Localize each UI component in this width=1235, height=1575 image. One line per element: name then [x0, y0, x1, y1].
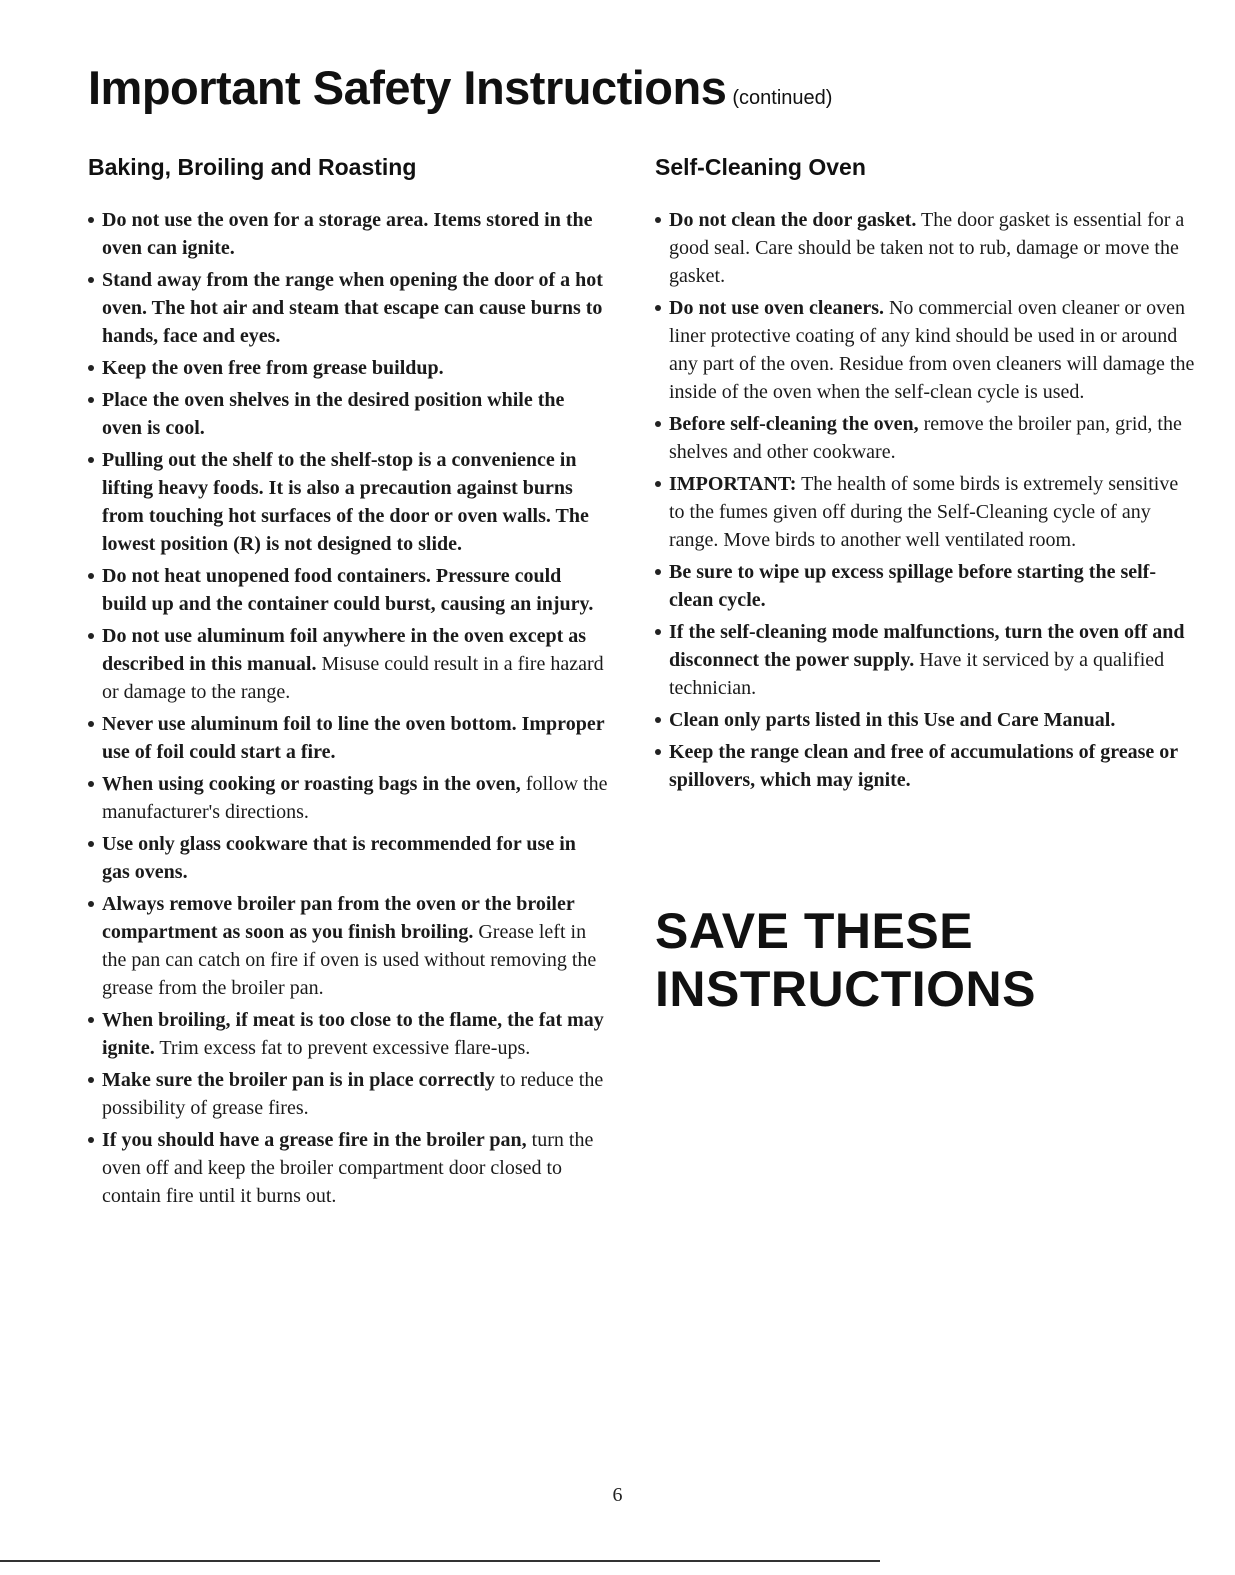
bullet-dot-icon [88, 217, 94, 223]
bullet-dot-icon [88, 781, 94, 787]
instruction-lead: Stand away from the range when opening the door of a hot oven. The hot air and steam that escape can cause burns to hands, face and eyes. [102, 269, 603, 347]
instruction-lead: If the self-cleaning mode malfunctions, turn the oven off and disconnect the power supply. [669, 621, 1185, 671]
instruction-item [655, 738, 1195, 794]
instruction-item [88, 1006, 608, 1062]
instruction-item [88, 622, 608, 706]
section-heading-self-cleaning: Self-Cleaning Oven [655, 154, 866, 180]
instruction-lead: Keep the oven free from grease buildup. [102, 357, 444, 379]
bullet-dot-icon [655, 217, 661, 223]
instruction-item [88, 266, 608, 350]
bullet-dot-icon [655, 481, 661, 487]
instruction-detail: The health of some birds is extremely sensitive to the fumes given off during the Self-Cleaning cycle of any range. Move birds to another well ventilated room. [669, 473, 1179, 551]
instruction-lead: Keep the range clean and free of accumulations of grease or spillovers, which may ignite. [669, 741, 1178, 791]
bullet-dot-icon [88, 277, 94, 283]
save-these-instructions-notice [655, 902, 1036, 1018]
section-heading-baking: Baking, Broiling and Roasting [88, 154, 417, 180]
instruction-item [655, 206, 1195, 290]
instruction-detail: Misuse could result in a fire hazard or damage to the range. [102, 653, 604, 703]
page-title [88, 58, 832, 128]
page-number: 6 [612, 1484, 623, 1506]
instruction-lead: Pulling out the shelf to the shelf-stop is a convenience in lifting heavy foods. It is also a precaution against burns from touching hot surfaces of the door or oven walls. The lowest position (R) is not designed to slide. [102, 449, 589, 555]
bullet-dot-icon [88, 397, 94, 403]
instruction-detail: follow the manufacturer's directions. [102, 773, 608, 823]
instruction-lead: IMPORTANT: [669, 473, 797, 495]
instruction-item [88, 830, 608, 886]
bullet-dot-icon [88, 633, 94, 639]
instruction-lead: Always remove broiler pan from the oven or the broiler compartment as soon as you finish broiling. [102, 893, 575, 943]
instruction-item [88, 386, 608, 442]
instruction-item [655, 470, 1195, 554]
instruction-lead: If you should have a grease fire in the broiler pan, [102, 1129, 527, 1151]
self-cleaning-oven-section [655, 150, 1195, 798]
instruction-lead: Do not use the oven for a storage area. Items stored in the oven can ignite. [102, 209, 593, 259]
instruction-detail: Have it serviced by a qualified technician. [669, 649, 1165, 699]
instruction-lead: Use only glass cookware that is recommended for use in gas ovens. [102, 833, 576, 883]
instruction-detail: No commercial oven cleaner or oven liner protective coating of any kind should be used in or around any part of the oven. Residue from oven cleaners will damage the inside of the oven when the self-clean cycle is used. [669, 297, 1195, 403]
instruction-item [88, 206, 608, 262]
instruction-lead: Do not clean the door gasket. [669, 209, 917, 231]
bullet-dot-icon [655, 749, 661, 755]
bullet-dot-icon [88, 1077, 94, 1083]
bullet-dot-icon [88, 901, 94, 907]
page-title-suffix: (continued) [732, 87, 833, 109]
instruction-detail: to reduce the possibility of grease fires. [102, 1069, 604, 1119]
save-notice-line-2: INSTRUCTIONS [655, 961, 1036, 1017]
instruction-item [88, 562, 608, 618]
instruction-item [655, 294, 1195, 406]
instruction-item [655, 558, 1195, 614]
instruction-lead: Before self-cleaning the oven, [669, 413, 919, 435]
instruction-item [655, 706, 1195, 734]
bullet-dot-icon [655, 629, 661, 635]
instruction-lead: When using cooking or roasting bags in the oven, [102, 773, 521, 795]
bullet-dot-icon [655, 569, 661, 575]
bullet-dot-icon [88, 457, 94, 463]
bullet-dot-icon [655, 717, 661, 723]
instruction-lead: Never use aluminum foil to line the oven bottom. Improper use of foil could start a fire. [102, 713, 605, 763]
instruction-item [88, 446, 608, 558]
self-cleaning-instructions-list [655, 206, 1195, 794]
bullet-dot-icon [88, 1137, 94, 1143]
baking-instructions-list [88, 206, 608, 1210]
instruction-lead: Do not heat unopened food containers. Pressure could build up and the container could burst, causing an injury. [102, 565, 594, 615]
bullet-dot-icon [88, 1017, 94, 1023]
instruction-item [88, 890, 608, 1002]
instruction-detail: Trim excess fat to prevent excessive flare-ups. [154, 1037, 531, 1059]
instruction-item [655, 618, 1195, 702]
instruction-item [88, 1126, 608, 1210]
bullet-dot-icon [88, 573, 94, 579]
instruction-detail: turn the oven off and keep the broiler compartment door closed to contain fire until it burns out. [102, 1129, 594, 1207]
bullet-dot-icon [88, 365, 94, 371]
save-notice-line-1: SAVE THESE [655, 903, 974, 959]
instruction-lead: Do not use aluminum foil anywhere in the oven except as described in this manual. [102, 625, 587, 675]
instruction-item [88, 1066, 608, 1122]
instruction-item [655, 410, 1195, 466]
instruction-item [88, 710, 608, 766]
instruction-item [88, 354, 608, 382]
instruction-lead: Make sure the broiler pan is in place correctly [102, 1069, 495, 1091]
instruction-lead: Place the oven shelves in the desired position while the oven is cool. [102, 389, 565, 439]
instruction-detail: remove the broiler pan, grid, the shelves and other cookware. [669, 413, 1182, 463]
instruction-lead: Clean only parts listed in this Use and Care Manual. [669, 709, 1116, 731]
bullet-dot-icon [655, 421, 661, 427]
bottom-rule-divider [0, 1560, 880, 1562]
baking-broiling-roasting-section [88, 150, 608, 1214]
bullet-dot-icon [88, 841, 94, 847]
instruction-detail: The door gasket is essential for a good seal. Care should be taken not to rub, damage or move the gasket. [669, 209, 1185, 287]
instruction-detail: Grease left in the pan can catch on fire if oven is used without removing the grease from the broiler pan. [102, 921, 597, 999]
instruction-lead: Do not use oven cleaners. [669, 297, 884, 319]
page-title-main: Important Safety Instructions [88, 61, 727, 114]
instruction-lead: When broiling, if meat is too close to the flame, the fat may ignite. [102, 1009, 604, 1059]
bullet-dot-icon [655, 305, 661, 311]
instruction-lead: Be sure to wipe up excess spillage before starting the self-clean cycle. [669, 561, 1156, 611]
instruction-item [88, 770, 608, 826]
bullet-dot-icon [88, 721, 94, 727]
